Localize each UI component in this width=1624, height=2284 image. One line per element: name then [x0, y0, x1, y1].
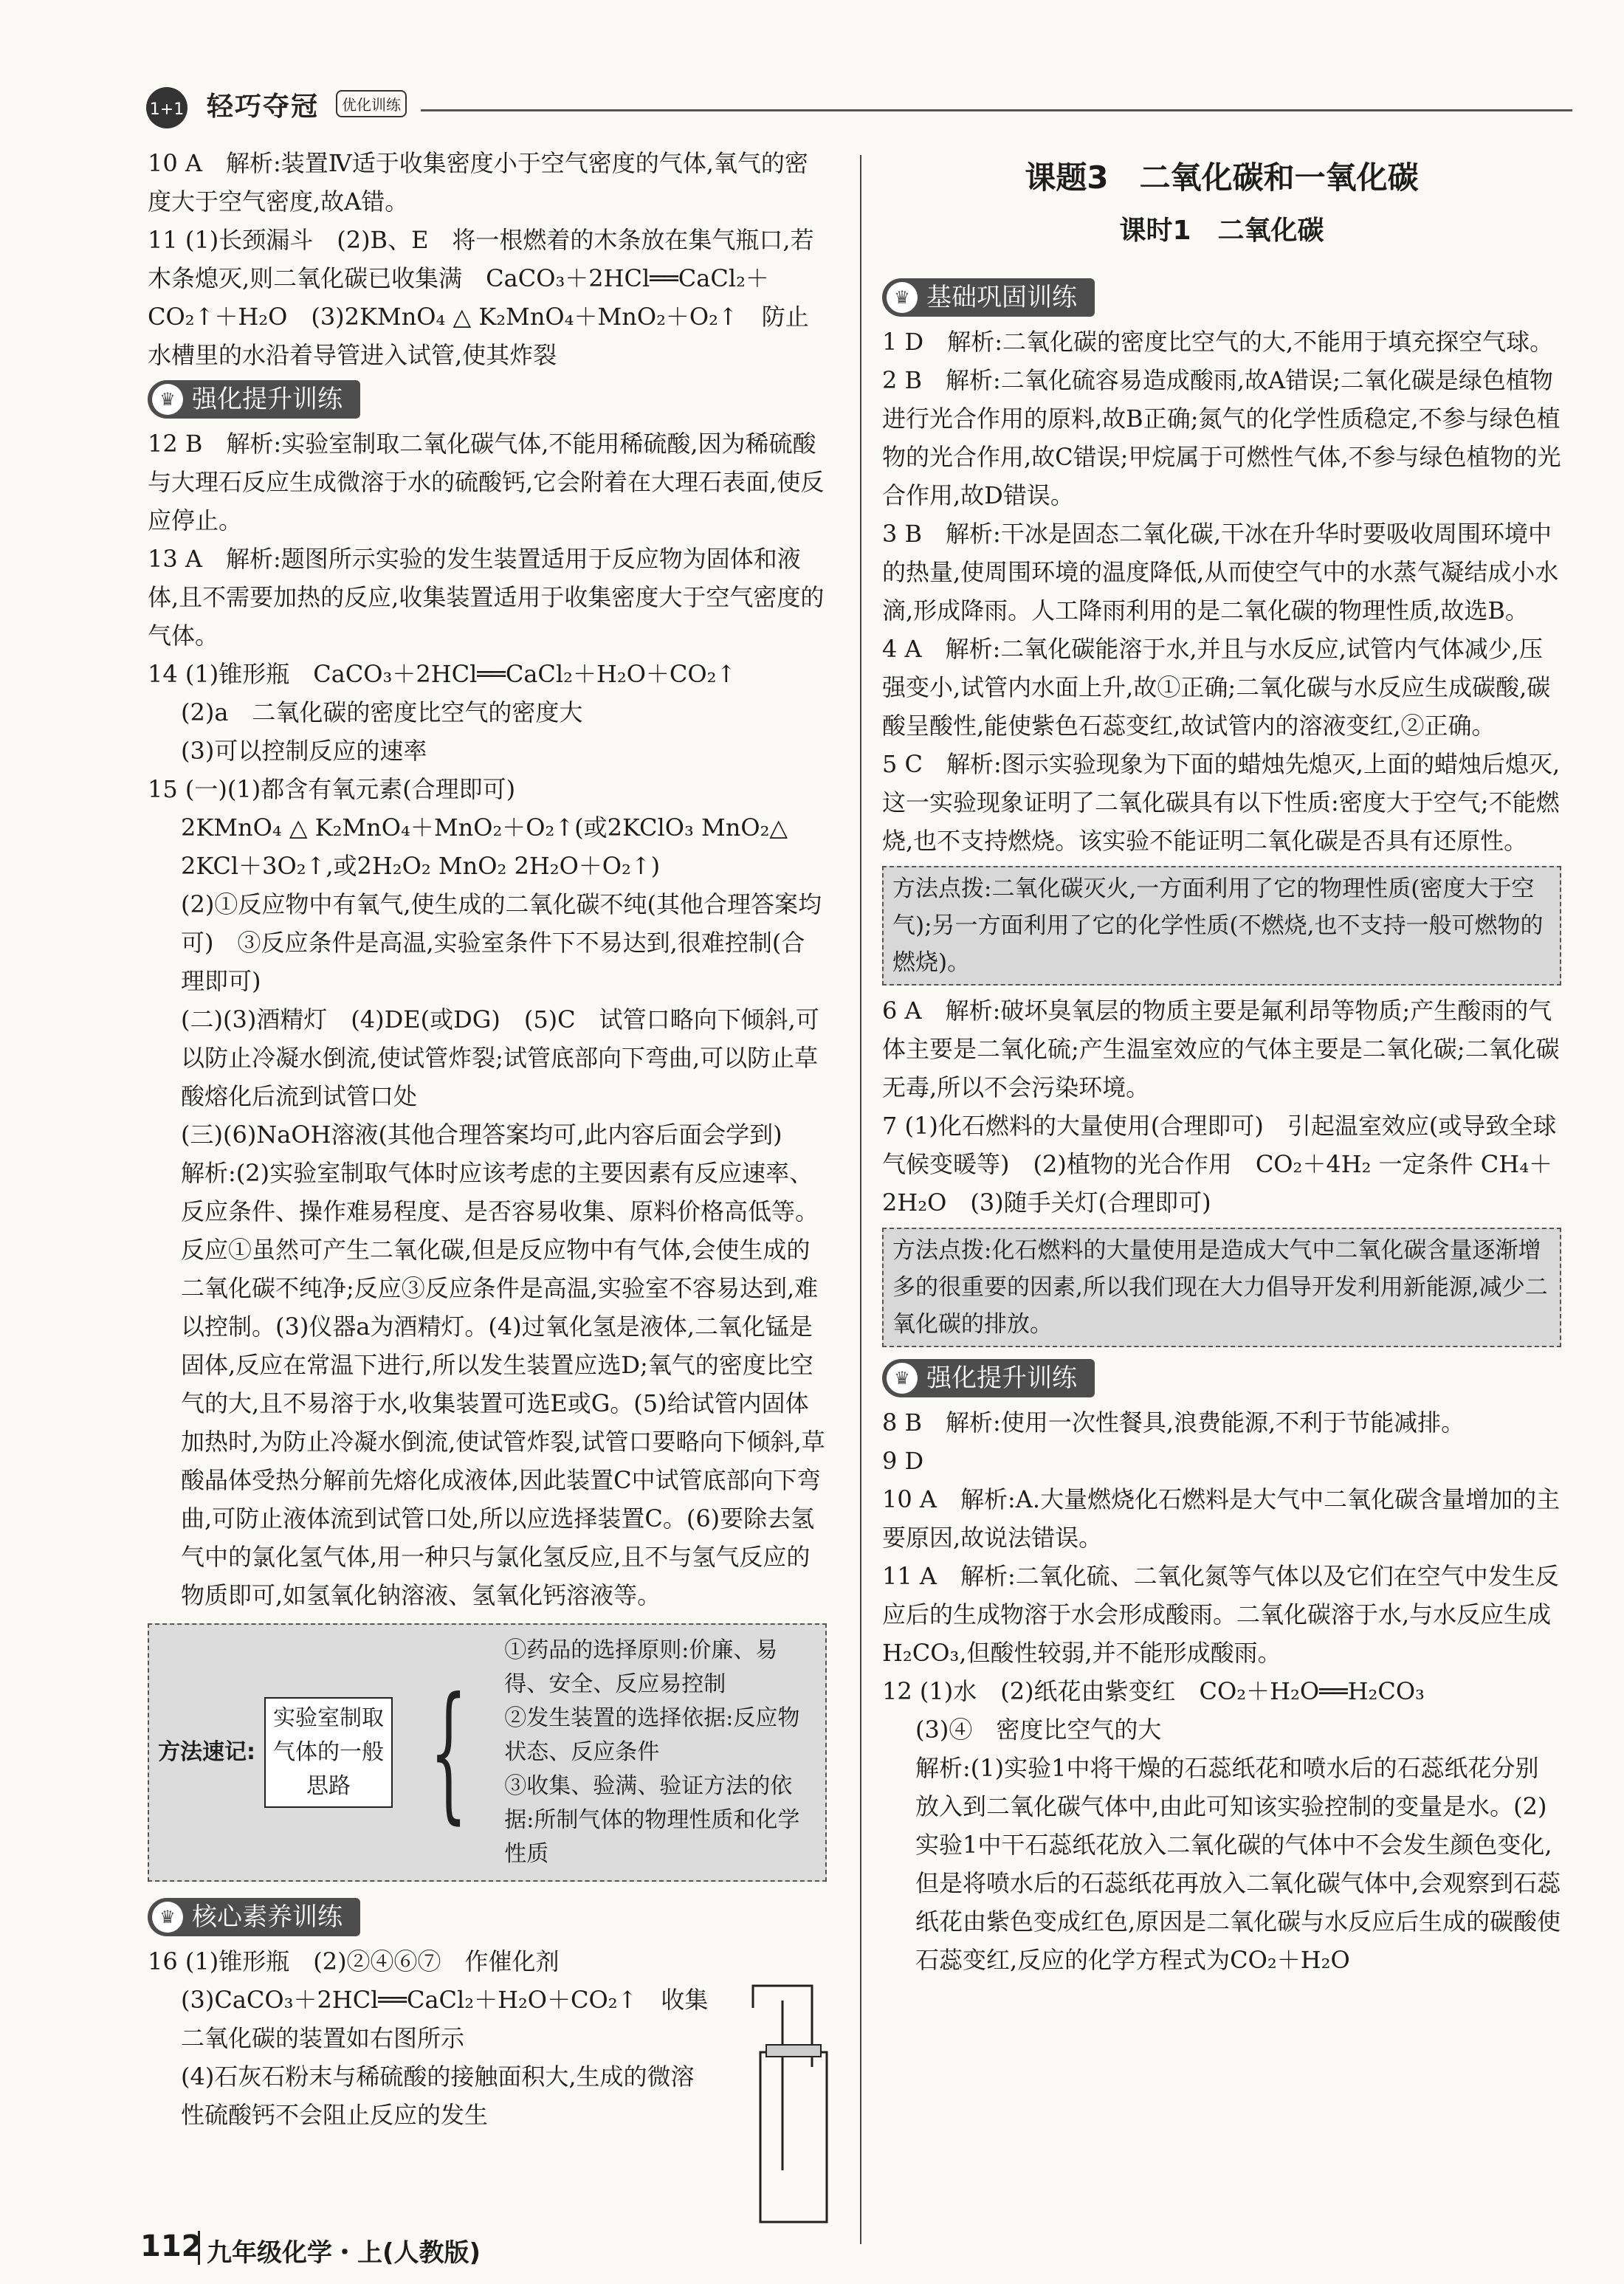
brace-icon: {	[430, 1666, 468, 1838]
page-header	[140, 80, 1572, 139]
answer-item: 3 B 解析:干冰是固态二氧化碳,干冰在升华时要吸收周围环境中的热量,使周围环境的温度降低,从而使空气中的水蒸气凝结成小水滴,形成降雨。人工降雨利用的是二氧化碳的物理性质,故选B。	[882, 520, 1559, 625]
crown-icon: ♛	[152, 1902, 183, 1933]
answer-item: 16 (1)锥形瓶 (2)②④⑥⑦ 作催化剂	[148, 1947, 560, 1975]
column-divider	[860, 155, 861, 2244]
answer-item: 9 D	[882, 1447, 924, 1475]
summary-box: 实验室制取气体的一般思路	[264, 1697, 393, 1808]
answer-item: (2)①反应物中有氧气,使生成的二氧化碳不纯(其他合理答案均可) ③反应条件是高温,实验室条件下不易达到,很难控制(合理即可)	[181, 890, 822, 995]
gas-collection-bottle-icon	[738, 1978, 834, 2229]
summary-lines: ①药品的选择原则:价廉、易得、安全、反应易控制 ②发生装置的选择依据:反应物状态、反应条件 ③收集、验满、验证方法的依据:所制气体的物理性质和化学性质	[504, 1637, 800, 1867]
logo	[140, 80, 413, 131]
right-column	[882, 144, 1561, 1979]
answer-item: 14 (1)锥形瓶 CaCO₃＋2HCl══CaCl₂＋H₂O＋CO₂↑	[148, 660, 737, 688]
logo-title: 轻巧夺冠	[207, 92, 320, 122]
header-rule	[421, 109, 1572, 111]
method-tip: 方法点拨:化石燃料的大量使用是造成大气中二氧化碳含量逐渐增多的很重要的因素,所以我们现在大力倡导开发利用新能源,减少二氧化碳的排放。	[882, 1228, 1561, 1347]
logo-icon	[140, 80, 199, 131]
analysis-text: 解析:(2)实验室制取气体时应该考虑的主要因素有反应速率、反应条件、操作难易程度、是否容易收集、原料价格高低等。反应①虽然可产生二氧化碳,但是反应物中有气体,会使生成的二氧化碳不纯净;反应③反应条件是高温,实验室不容易达到,难以控制。(3)仪器a为酒精灯。(4)过氧化氢是液体,二氧化锰是固体,反应在常温下进行,所以发生装置应选D;氧气的密度比空气的大,且不易溶于水,收集装置可选E或G。(5)给试管内固体加热时,为防止冷凝水倒流,使试管炸裂,试管口要略向下倾斜,草酸晶体受热分解前先熔化成液体,因此装置C中试管底部向下弯曲,可防止液体流到试管口处,所以应选择装置C。(6)要除去氢气中的氯化氢气体,用一种只与氯化氢反应,且不与氢气反应的物质即可,如氢氧化钠溶液、氢氧化钙溶液等。	[181, 1159, 825, 1609]
answer-item: 7 (1)化石燃料的大量使用(合理即可) 引起温室效应(或导致全球气候变暖等) (2)植物的光合作用 CO₂＋4H₂ 一定条件 CH₄＋2H₂O (3)随手关灯(合理即可)	[882, 1112, 1557, 1217]
answer-item: (3)可以控制反应的速率	[181, 737, 427, 765]
answer-item: 11 A 解析:二氧化硫、二氧化氮等气体以及它们在空气中发生反应后的生成物溶于水会形成酸雨。二氧化碳溶于水,与水反应生成H₂CO₃,但酸性较弱,并不能形成酸雨。	[882, 1562, 1559, 1667]
answer-item: 1 D 解析:二氧化碳的密度比空气的大,不能用于填充探空气球。	[882, 328, 1554, 356]
answer-item: 6 A 解析:破坏臭氧层的物质主要是氟利昂等物质;产生酸雨的气体主要是二氧化硫;产生温室效应的气体主要是二氧化碳;二氧化碳无毒,所以不会污染环境。	[882, 997, 1560, 1101]
answer-item: (3)CaCO₃＋2HCl══CaCl₂＋H₂O＋CO₂↑ 收集二氧化碳的装置如右图所示	[181, 1986, 709, 2052]
section-heading: ♛ 强化提升训练	[882, 1359, 1095, 1397]
answer-item: (二)(3)酒精灯 (4)DE(或DG) (5)C 试管口略向下倾斜,可以防止冷凝水倒流,使试管炸裂;试管底部向下弯曲,可以防止草酸熔化后流到试管口处	[181, 1005, 819, 1110]
method-summary	[148, 1623, 827, 1882]
method-tip: 方法点拨:二氧化碳灭火,一方面利用了它的物理性质(密度大于空气);另一方面利用了它的化学性质(不燃烧,也不支持一般可燃物的燃烧)。	[882, 866, 1561, 986]
answer-item: (2)a 二氧化碳的密度比空气的密度大	[181, 698, 583, 726]
answer-item: 10 A 解析:装置Ⅳ适于收集密度小于空气密度的气体,氧气的密度大于空气密度,故A错。	[148, 149, 808, 216]
lesson-title: 课题3 二氧化碳和一氧化碳	[1025, 159, 1419, 196]
answer-item: 8 B 解析:使用一次性餐具,浪费能源,不利于节能减排。	[882, 1408, 1465, 1437]
section-heading: ♛ 强化提升训练	[148, 380, 360, 419]
logo-badge: 优化训练	[336, 90, 407, 117]
page-number: 112	[140, 2229, 202, 2263]
book-title: 九年级化学・上(人教版)	[207, 2238, 481, 2268]
answer-item: 13 A 解析:题图所示实验的发生装置适用于反应物为固体和液体,且不需要加热的反应,收集装置适用于收集密度大于空气密度的气体。	[148, 545, 825, 650]
answer-item: 5 C 解析:图示实验现象为下面的蜡烛先熄灭,上面的蜡烛后熄灭,这一实验现象证明了二氧化碳具有以下性质:密度大于空气;不能燃烧,也不支持燃烧。该实验不能证明二氧化碳是否具有还原性。	[882, 750, 1561, 855]
crown-icon: ♛	[887, 282, 918, 313]
answer-item: (3)④ 密度比空气的大	[915, 1716, 1162, 1744]
crown-icon: ♛	[152, 384, 183, 415]
answer-item: 11 (1)长颈漏斗 (2)B、E 将一根燃着的木条放在集气瓶口,若木条熄灭,则二氧化碳已收集满 CaCO₃＋2HCl══CaCl₂＋CO₂↑＋H₂O (3)2KMnO₄ △ K₂MnO₄＋MnO₂＋O₂↑ 防止水槽里的水沿着导管进入试管,使其炸裂	[148, 226, 814, 369]
answer-item: (4)石灰石粉末与稀硫酸的接触面积大,生成的微溶性硫酸钙不会阻止反应的发生	[181, 2063, 695, 2129]
summary-label: 方法速记:	[158, 1739, 255, 1765]
answer-item: 4 A 解析:二氧化碳能溶于水,并且与水反应,试管内气体减少,压强变小,试管内水面上升,故①正确;二氧化碳与水反应生成碳酸,碳酸呈酸性,能使紫色石蕊变红,故试管内的溶液变红,②正确。	[882, 635, 1551, 740]
answer-item: 12 (1)水 (2)纸花由紫变红 CO₂＋H₂O══H₂CO₃	[882, 1677, 1425, 1705]
answer-item: 2KMnO₄ △ K₂MnO₄＋MnO₂＋O₂↑(或2KClO₃ MnO₂△ 2KCl＋3O₂↑,或2H₂O₂ MnO₂ 2H₂O＋O₂↑)	[181, 813, 788, 880]
answer-item: 10 A 解析:A.大量燃烧化石燃料是大气中二氧化碳含量增加的主要原因,故说法错误。	[882, 1485, 1561, 1552]
section-heading: ♛ 核心素养训练	[148, 1898, 360, 1936]
answer-item: (三)(6)NaOH溶液(其他合理答案均可,此内容后面会学到)	[181, 1121, 782, 1149]
answer-item: 15 (一)(1)都含有氧元素(合理即可)	[148, 775, 516, 803]
answer-item: 12 B 解析:实验室制取二氧化碳气体,不能用稀硫酸,因为稀硫酸与大理石反应生成微溶于水的硫酸钙,它会附着在大理石表面,使反应停止。	[148, 430, 825, 534]
lesson-subtitle: 课时1 二氧化碳	[1119, 216, 1324, 246]
answer-item: 2 B 解析:二氧化硫容易造成酸雨,故A错误;二氧化碳是绿色植物进行光合作用的原料,故B正确;氮气的化学性质稳定,不参与绿色植物的光合作用,故C错误;甲烷属于可燃性气体,不参与绿色植物的光合作用,故D错误。	[882, 366, 1561, 509]
left-column	[148, 144, 827, 2134]
svg-text:1+1: 1+1	[149, 100, 185, 119]
analysis-text: 解析:(1)实验1中将干燥的石蕊纸花和喷水后的石蕊纸花分别放入到二氧化碳气体中,由此可知该实验控制的变量是水。(2)实验1中干石蕊纸花放入二氧化碳的气体中不会发生颜色变化,但是将喷水后的石蕊纸花再放入二氧化碳气体中,会观察到石蕊纸花由紫色变成红色,原因是二氧化碳与水反应后生成的碳酸使石蕊变红,反应的化学方程式为CO₂＋H₂O	[915, 1754, 1561, 1974]
section-heading: ♛ 基础巩固训练	[882, 278, 1095, 317]
crown-icon: ♛	[887, 1363, 918, 1394]
footer-divider	[198, 2231, 200, 2265]
